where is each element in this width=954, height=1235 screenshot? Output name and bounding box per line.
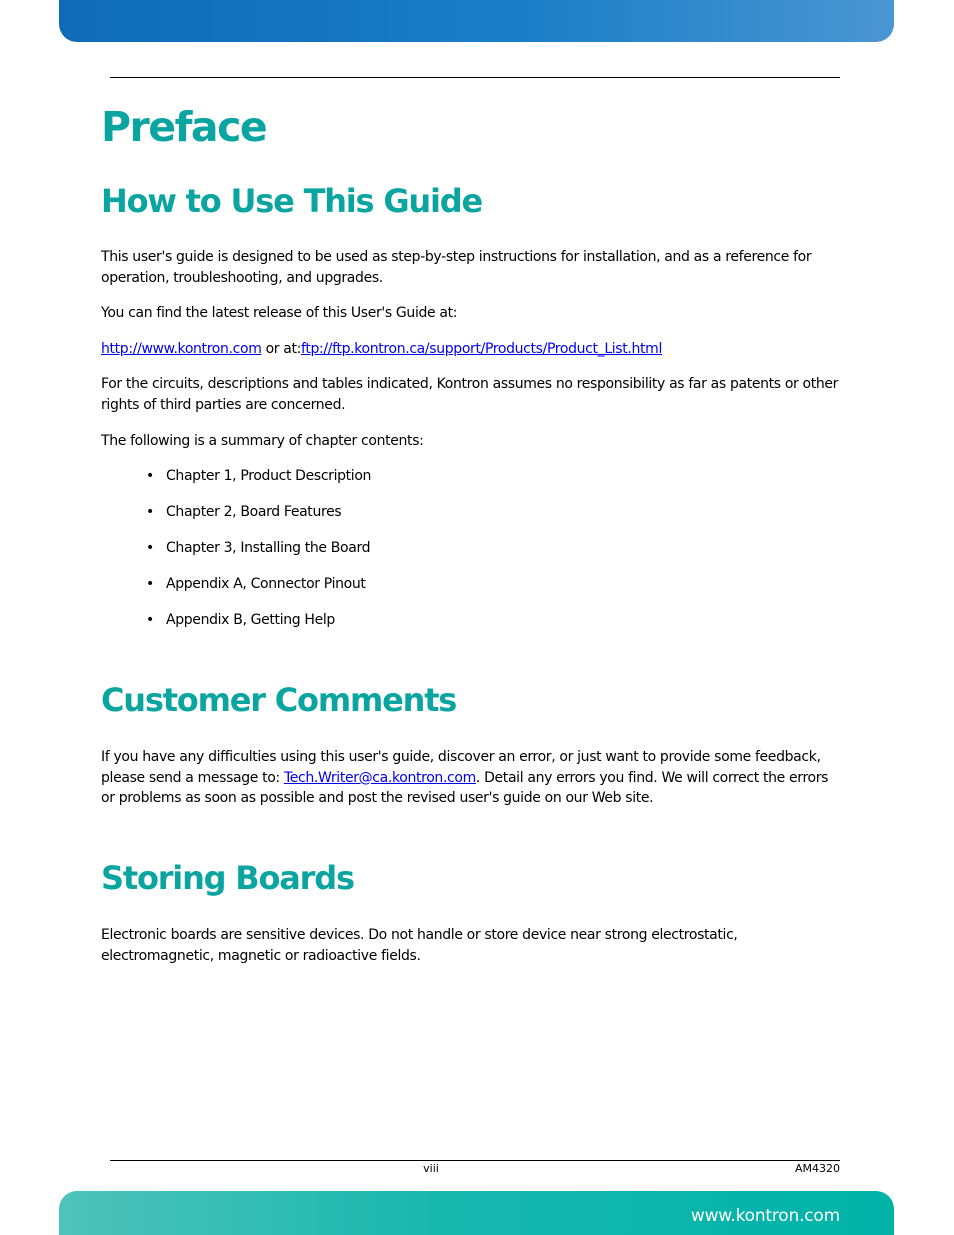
list-item-text: Chapter 2, Board Features [166,504,342,520]
page-number: viii [423,1162,439,1175]
bullet-glyph: • [146,540,154,556]
comments-text-before: If you have any difficulties using this user's guide, discover an error, or just want to provide some feedback, please send a message to: [101,749,821,786]
list-item [146,465,371,501]
header-rule [110,77,840,78]
how-to-links-line [101,339,841,360]
model-label: AM4320 [794,1162,840,1175]
list-item-text: Chapter 3, Installing the Board [166,540,371,556]
list-item [146,501,371,537]
tech-writer-email-link[interactable]: Tech.Writer@ca.kontron.com [283,769,476,786]
how-to-paragraph-summary: The following is a summary of chapter contents: [101,433,424,449]
list-item-text: Chapter 1, Product Description [166,468,372,484]
bullet-glyph: • [146,576,154,592]
ftp-products-link[interactable]: ftp://ftp.kontron.ca/support/Products/Product_List.html [301,341,662,357]
bullet-glyph: • [146,468,154,484]
page-title: Preface [101,103,267,151]
footer-band [59,1191,894,1235]
kontron-website-link[interactable]: http://www.kontron.com [101,341,262,357]
footer-rule [110,1160,840,1161]
how-to-paragraph-release: You can find the latest release of this User's Guide at: [101,305,458,321]
how-to-paragraph-disclaimer: For the circuits, descriptions and tables indicated, Kontron assumes no responsibility as far as patents or other rights of third parties are concerned. [101,376,839,413]
website-label: www.kontron.com [690,1206,840,1226]
list-item-text: Appendix A, Connector Pinout [166,576,366,592]
list-item [146,573,371,609]
storing-paragraph: Electronic boards are sensitive devices. Do not handle or store device near strong electrostatic, electromagnetic, magnetic or radioactive fields. [101,927,738,964]
section-heading-how-to-use: How to Use This Guide [101,182,482,220]
list-item [146,609,371,645]
links-separator: or at: [261,341,302,357]
bullet-glyph: • [146,612,154,628]
bullet-glyph: • [146,504,154,520]
list-item-text: Appendix B, Getting Help [166,612,335,628]
chapter-list [146,465,371,645]
how-to-paragraph-intro: This user's guide is designed to be used as step-by-step instructions for installation, and as a reference for operation, troubleshooting, and upgrades. [101,249,812,286]
header-band [59,0,894,42]
section-heading-storing-boards: Storing Boards [101,859,354,897]
comments-text-after: . Detail any errors you find. We will correct the errors or problems as soon as possible and post the revised user's guide on our Web site. [101,769,829,807]
list-item [146,537,371,573]
comments-paragraph [101,747,841,809]
section-heading-customer-comments: Customer Comments [101,681,457,719]
